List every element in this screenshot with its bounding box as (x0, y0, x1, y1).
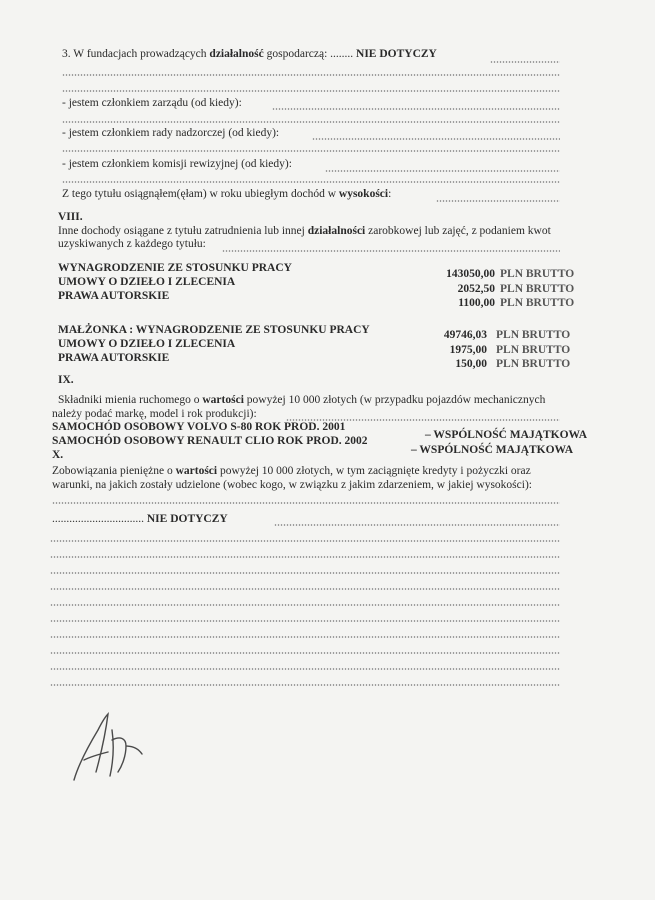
vehicle-item-label: SAMOCHÓD OSOBOWY VOLVO S-80 ROK PROD. 2001 (52, 421, 346, 433)
dotted-line (50, 652, 560, 654)
signature-stroke (74, 714, 108, 780)
dotted-line (50, 604, 560, 606)
dotted-line (62, 90, 560, 92)
income-item-currency: PLN BRUTTO (500, 297, 575, 309)
section-10-intro-2: warunki, na jakich zostały udzielone (wobec kogo, w związku z jakim zdarzeniem, w jakiej wysokości): (52, 479, 532, 491)
spouse-income-label: MAŁŻONKA : WYNAGRODZENIE ZE STOSUNKU PRACY (58, 324, 370, 336)
spouse-income-amount: 150,00 (455, 358, 487, 370)
dotted-line (62, 121, 560, 123)
income-item-amount: 2052,50 (457, 283, 495, 295)
dotted-line (50, 572, 560, 574)
spouse-income-currency: PLN BRUTTO (496, 329, 571, 341)
income-item-amount: 143050,00 (446, 268, 495, 280)
section-8-intro-2: uzyskiwanych z każdego tytułu: (58, 238, 206, 250)
management-board-line: - jestem członkiem zarządu (od kiedy): (62, 97, 242, 109)
income-item-currency: PLN BRUTTO (500, 268, 575, 280)
dotted-line (222, 250, 560, 252)
supervisory-board-line: - jestem członkiem rady nadzorczej (od kiedy): (62, 127, 280, 139)
section-10-heading: X. (52, 449, 64, 461)
dotted-line (50, 588, 560, 590)
income-item-label: WYNAGRODZENIE ZE STOSUNKU PRACY (58, 262, 292, 274)
dotted-line (50, 684, 560, 686)
liabilities-answer: NIE DOTYCZY (146, 513, 228, 525)
dotted-line (50, 668, 560, 670)
vehicle-item-note: – WSPÓLNOŚĆ MAJĄTKOWA (425, 429, 588, 441)
section-8-heading: VIII. (58, 211, 83, 223)
income-item-amount: 1100,00 (458, 297, 495, 309)
vehicle-item-note: – WSPÓLNOŚĆ MAJĄTKOWA (411, 444, 574, 456)
spouse-income-currency: PLN BRUTTO (496, 344, 571, 356)
spouse-income-label: PRAWA AUTORSKIE (58, 352, 170, 364)
spouse-income-amount: 49746,03 (443, 329, 487, 341)
dotted-line (274, 524, 560, 526)
spouse-income-currency: PLN BRUTTO (496, 358, 571, 370)
liabilities-answer-line: ................................ NIE DOTYCZY (52, 513, 228, 525)
income-item-label: UMOWY O DZIEŁO I ZLECENIA (58, 276, 236, 288)
dotted-line (436, 200, 560, 202)
section-9-heading: IX. (58, 374, 74, 386)
fund-activity-answer: NIE DOTYCZY (356, 48, 437, 60)
dotted-line (50, 636, 560, 638)
dotted-line (50, 556, 560, 558)
dotted-line (50, 620, 560, 622)
dotted-line (325, 170, 560, 172)
dotted-line (50, 540, 560, 542)
dotted-line (62, 150, 560, 152)
section-10-intro-1: Zobowiązania pieniężne o wartości powyżej 10 000 złotych, w tym zaciągnięte kredyty i pożyczki oraz (52, 465, 531, 477)
dotted-line (62, 181, 560, 183)
signature-stroke (110, 730, 142, 776)
dotted-line (52, 502, 560, 504)
dotted-line (312, 138, 560, 140)
vehicle-item-label: SAMOCHÓD OSOBOWY RENAULT CLIO ROK PROD. 2002 (52, 435, 368, 447)
spouse-income-label: UMOWY O DZIEŁO I ZLECENIA (58, 338, 236, 350)
income-line: Z tego tytułu osiągnąłem(ęłam) w roku ubiegłym dochód w wysokości: (62, 188, 392, 200)
fund-activity-line: 3. W fundacjach prowadzących działalność gospodarczą: ........ NIE DOTYCZY (62, 48, 437, 60)
section-9-intro-2: należy podać markę, model i rok produkcji): (52, 408, 257, 420)
section-8-intro-1: Inne dochody osiągane z tytułu zatrudnienia lub innej działalności zarobkowej lub zajęć, z podaniem kwot (58, 225, 551, 237)
section-9-intro-1: Składniki mienia ruchomego o wartości powyżej 10 000 złotych (w przypadku pojazdów mechanicznych (58, 394, 546, 406)
dotted-line (490, 61, 560, 63)
dotted-line (272, 108, 560, 110)
handwritten-signature (66, 700, 156, 790)
audit-committee-line: - jestem członkiem komisji rewizyjnej (od kiedy): (62, 158, 292, 170)
dotted-line (62, 74, 560, 76)
income-item-currency: PLN BRUTTO (500, 283, 575, 295)
spouse-income-amount: 1975,00 (449, 344, 487, 356)
income-item-label: PRAWA AUTORSKIE (58, 290, 170, 302)
